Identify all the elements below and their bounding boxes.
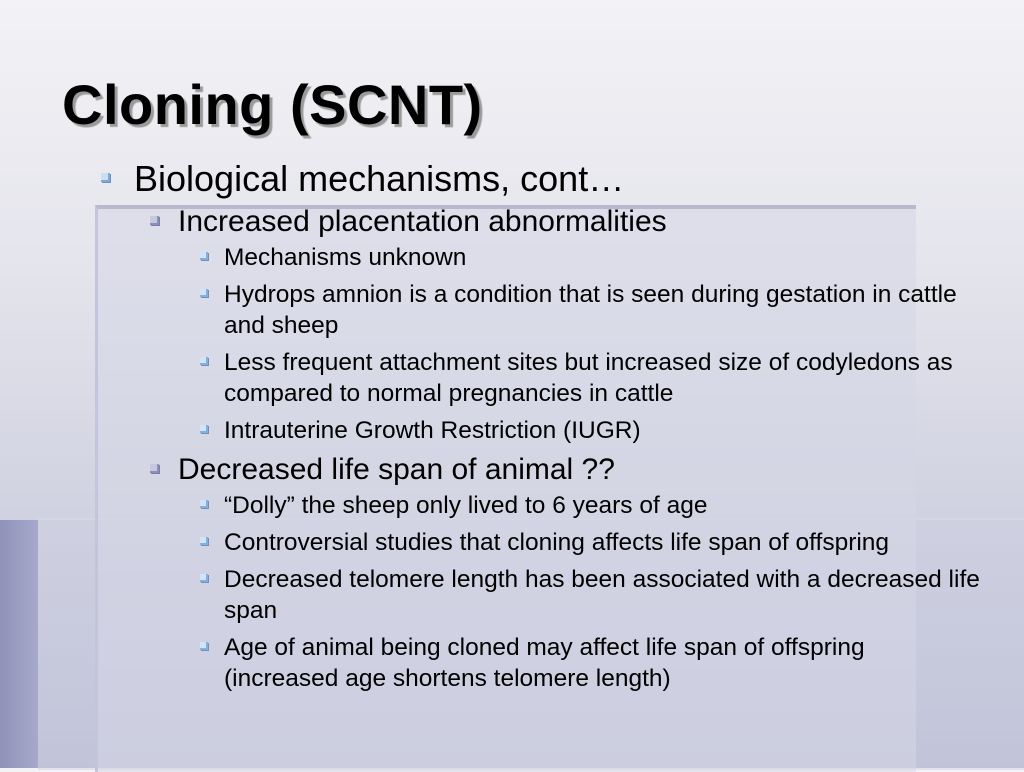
square-bullet-icon	[101, 173, 110, 182]
square-bullet-icon	[200, 500, 208, 508]
square-bullet-icon	[200, 252, 208, 260]
square-bullet-icon	[150, 464, 159, 473]
slide-content	[0, 158, 1024, 700]
square-bullet-icon	[200, 574, 208, 582]
square-bullet-icon	[200, 425, 208, 433]
square-bullet-icon	[200, 357, 208, 365]
bullet-telomere-length	[224, 564, 984, 626]
bullet-decreased-life-span	[178, 452, 1024, 488]
square-bullet-icon	[200, 537, 208, 545]
bullet-attachment-sites	[224, 347, 984, 409]
bullet-hydrops-amnion	[224, 279, 984, 341]
bullet-biological-mechanisms	[134, 158, 1024, 202]
bullet-text: Intrauterine Growth Restriction (IUGR)	[224, 417, 641, 444]
bullet-age-of-animal	[224, 632, 984, 694]
bullet-text: Age of animal being cloned may affect life span of offspring (increased age shortens telomere length)	[224, 634, 865, 692]
bullet-text: Increased placentation abnormalities	[178, 205, 667, 238]
bullet-text: “Dolly” the sheep only lived to 6 years of age	[224, 492, 708, 519]
bullet-text: Decreased life span of animal ??	[178, 453, 615, 486]
bullet-text: Biological mechanisms, cont…	[134, 158, 625, 199]
square-bullet-icon	[200, 289, 208, 297]
bullet-controversial-studies	[224, 527, 984, 558]
bullet-text: Hydrops amnion is a condition that is seen during gestation in cattle and sheep	[224, 281, 957, 339]
bullet-text: Controversial studies that cloning affects life span of offspring	[224, 529, 890, 556]
bullet-mechanisms-unknown	[224, 242, 984, 273]
bullet-text: Mechanisms unknown	[224, 244, 467, 271]
square-bullet-icon	[150, 216, 159, 225]
bullet-dolly	[224, 490, 984, 521]
bullet-text: Less frequent attachment sites but increased size of codyledons as compared to normal pregnancies in cattle	[224, 349, 953, 407]
square-bullet-icon	[200, 642, 208, 650]
slide-title: Cloning (SCNT)	[62, 73, 483, 136]
bullet-placentation-abnormalities	[178, 204, 1024, 240]
bullet-iugr	[224, 415, 984, 446]
bullet-text: Decreased telomere length has been associated with a decreased life span	[224, 566, 980, 624]
